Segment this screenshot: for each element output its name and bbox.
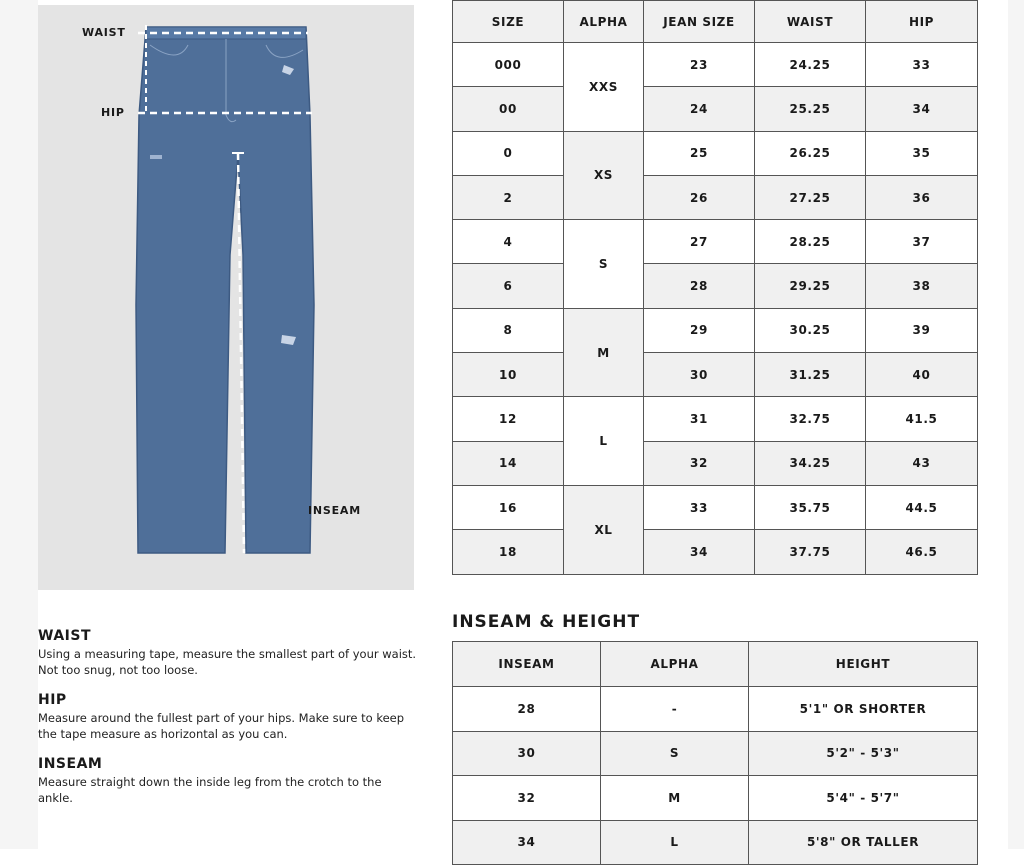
cell-size: 000 [453,43,564,87]
cell-height: 5'8" OR TALLER [749,820,978,865]
inseam-table-header-row [453,642,978,687]
cell-height: 5'2" - 5'3" [749,731,978,776]
header-jean-size: JEAN SIZE [644,1,755,43]
hip-label: HIP [101,106,125,119]
cell-alpha: XXS [564,43,644,132]
table-row [453,776,978,821]
cell-inseam: 28 [453,687,601,732]
inseam-height-title: INSEAM & HEIGHT [452,612,641,632]
cell-hip: 44.5 [866,485,978,529]
cell-alpha: XS [564,131,644,220]
cell-inseam: 32 [453,776,601,821]
cell-alpha: M [601,776,749,821]
cell-size: 2 [453,175,564,219]
cell-hip: 38 [866,264,978,308]
cell-jean-size: 28 [644,264,755,308]
guide-hip-title: HIP [38,692,67,708]
guide-inseam [38,756,418,806]
cell-hip: 40 [866,353,978,397]
cell-hip: 39 [866,308,978,352]
header-alpha: ALPHA [564,1,644,43]
cell-jean-size: 27 [644,220,755,264]
cell-hip: 36 [866,175,978,219]
table-row [453,820,978,865]
guide-hip-text: Measure around the fullest part of your hips. Make sure to keep the tape measure as horizontal as you can. [38,711,405,741]
cell-jean-size: 24 [644,87,755,131]
inseam-height-table [452,641,978,865]
waist-label: WAIST [82,26,126,39]
cell-jean-size: 25 [644,131,755,175]
cell-alpha: M [564,308,644,397]
table-row [453,220,978,264]
cell-jean-size: 26 [644,175,755,219]
cell-alpha: S [601,731,749,776]
table-row [453,687,978,732]
guide-inseam-title: INSEAM [38,756,103,772]
measurement-guide [38,628,418,820]
cell-hip: 41.5 [866,397,978,441]
cell-waist: 25.25 [755,87,866,131]
cell-waist: 35.75 [755,485,866,529]
cell-height: 5'4" - 5'7" [749,776,978,821]
cell-jean-size: 23 [644,43,755,87]
cell-hip: 35 [866,131,978,175]
header-inseam: INSEAM [453,642,601,687]
cell-waist: 37.75 [755,530,866,574]
cell-size: 6 [453,264,564,308]
table-row [453,175,978,219]
cell-waist: 24.25 [755,43,866,87]
cell-alpha: XL [564,485,644,574]
cell-alpha: L [601,820,749,865]
cell-hip: 33 [866,43,978,87]
header-hip: HIP [866,1,978,43]
cell-jean-size: 34 [644,530,755,574]
table-row [453,485,978,529]
guide-inseam-text: Measure straight down the inside leg from the crotch to the ankle. [38,775,382,805]
cell-size: 10 [453,353,564,397]
cell-size: 12 [453,397,564,441]
cell-height: 5'1" OR SHORTER [749,687,978,732]
cell-waist: 32.75 [755,397,866,441]
cell-size: 14 [453,441,564,485]
table-row [453,43,978,87]
right-margin [1008,0,1024,849]
left-margin [0,0,38,849]
cell-hip: 43 [866,441,978,485]
cell-alpha: S [564,220,644,309]
inseam-label: INSEAM [308,504,361,517]
cell-jean-size: 31 [644,397,755,441]
cell-jean-size: 30 [644,353,755,397]
cell-alpha: - [601,687,749,732]
cell-waist: 34.25 [755,441,866,485]
guide-waist-text: Using a measuring tape, measure the smallest part of your waist. Not too snug, not too loose. [38,647,417,677]
guide-waist-title: WAIST [38,628,91,644]
table-row [453,441,978,485]
header-size: SIZE [453,1,564,43]
cell-size: 0 [453,131,564,175]
cell-size: 00 [453,87,564,131]
table-row [453,731,978,776]
cell-jean-size: 33 [644,485,755,529]
table-row [453,87,978,131]
size-table-header-row [453,1,978,43]
table-row [453,308,978,352]
table-row [453,397,978,441]
header-waist: WAIST [755,1,866,43]
cell-alpha: L [564,397,644,486]
cell-waist: 26.25 [755,131,866,175]
cell-jean-size: 32 [644,441,755,485]
guide-hip [38,692,418,742]
table-row [453,264,978,308]
table-row [453,353,978,397]
cell-jean-size: 29 [644,308,755,352]
jeans-measurement-photo [38,5,414,590]
cell-waist: 31.25 [755,353,866,397]
header-height: HEIGHT [749,642,978,687]
cell-waist: 27.25 [755,175,866,219]
cell-inseam: 30 [453,731,601,776]
table-row [453,131,978,175]
guide-waist [38,628,418,678]
cell-waist: 28.25 [755,220,866,264]
cell-hip: 37 [866,220,978,264]
header-alpha: ALPHA [601,642,749,687]
cell-waist: 30.25 [755,308,866,352]
jeans-illustration [38,5,414,590]
cell-size: 8 [453,308,564,352]
cell-waist: 29.25 [755,264,866,308]
cell-size: 4 [453,220,564,264]
cell-hip: 46.5 [866,530,978,574]
cell-inseam: 34 [453,820,601,865]
cell-size: 16 [453,485,564,529]
cell-hip: 34 [866,87,978,131]
size-chart-table [452,0,978,575]
cell-size: 18 [453,530,564,574]
table-row [453,530,978,574]
